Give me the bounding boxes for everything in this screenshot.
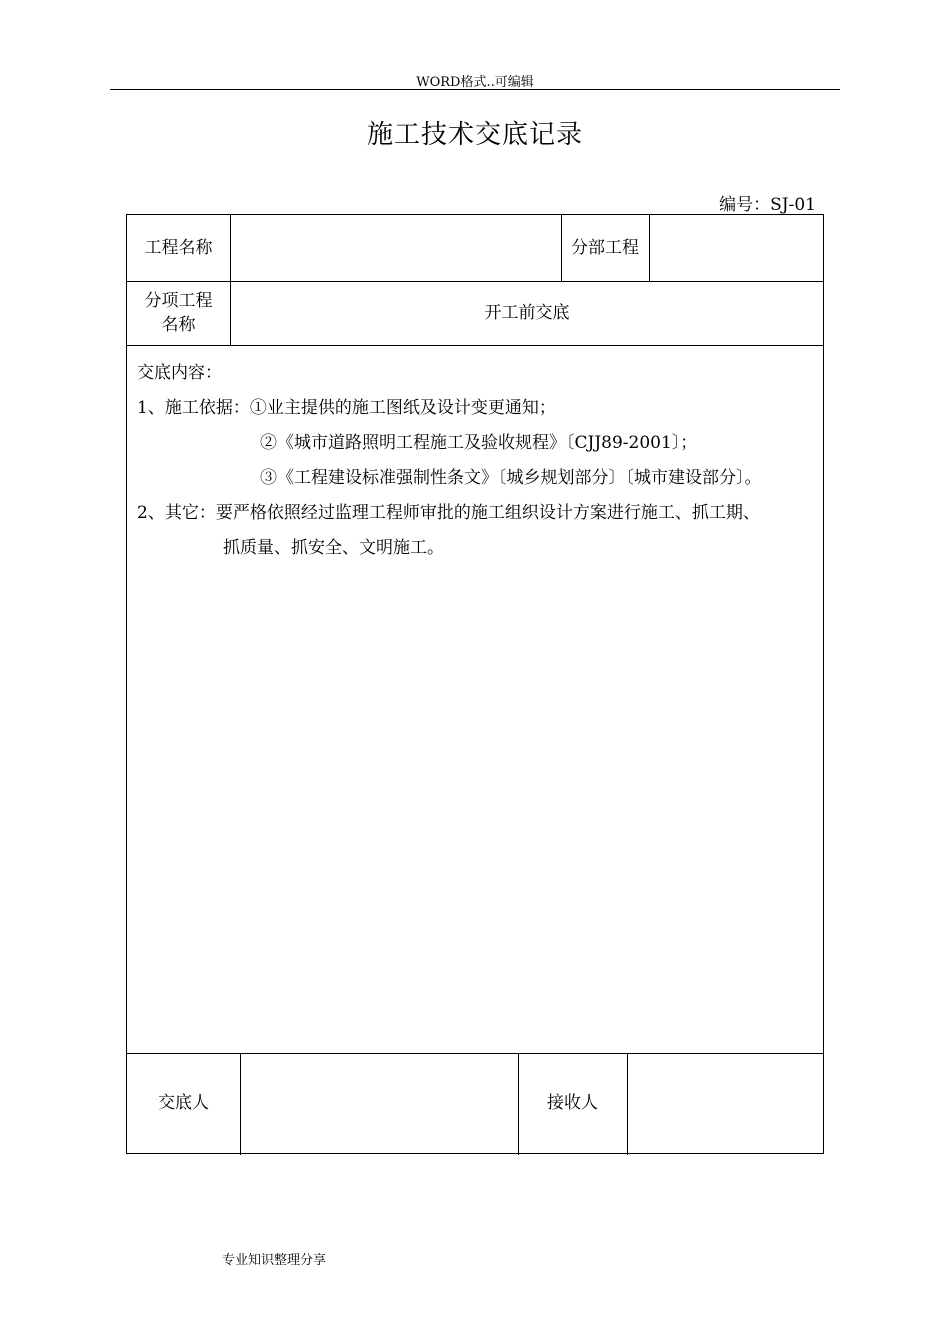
content-other-2: 抓质量、抓安全、文明施工。 — [223, 538, 444, 558]
discloser-label: 交底人 — [158, 1093, 209, 1113]
page-title: 施工技术交底记录 — [366, 120, 583, 150]
content-basis-3: ③《工程建设标准强制性条文》〔城乡规划部分〕〔城市建设部分〕。 — [260, 468, 762, 488]
discloser-field[interactable] — [241, 1053, 518, 1153]
content-heading: 交底内容： — [137, 363, 222, 383]
page-header: WORD格式..可编辑 — [416, 75, 534, 90]
content-basis-1: 1、施工依据：①业主提供的施工图纸及设计变更通知； — [137, 398, 556, 418]
division-field[interactable] — [650, 215, 823, 281]
document-number: 编号：SJ-01 — [719, 195, 816, 215]
content-basis-2: ②《城市道路照明工程施工及验收规程》〔CJJ89-2001〕； — [260, 433, 698, 453]
receiver-field[interactable] — [628, 1053, 823, 1153]
subitem-label-line2: 名称 — [161, 315, 196, 335]
header-rule — [110, 89, 840, 90]
content-other-1: 2、其它：要严格依照经过监理工程师审批的施工组织设计方案进行施工、抓工期、 — [137, 503, 760, 523]
page-footer: 专业知识整理分享 — [222, 1253, 327, 1268]
record-table — [126, 214, 824, 1154]
subitem-label-line1: 分项工程 — [144, 291, 213, 311]
project-name-field[interactable] — [231, 215, 561, 281]
project-name-label: 工程名称 — [144, 238, 213, 258]
subitem-label — [127, 281, 230, 345]
subitem-field[interactable]: 开工前交底 — [484, 303, 570, 323]
receiver-label: 接收人 — [547, 1093, 598, 1113]
row-divider — [127, 345, 823, 346]
division-label: 分部工程 — [571, 238, 639, 258]
disclosure-content — [137, 356, 819, 566]
